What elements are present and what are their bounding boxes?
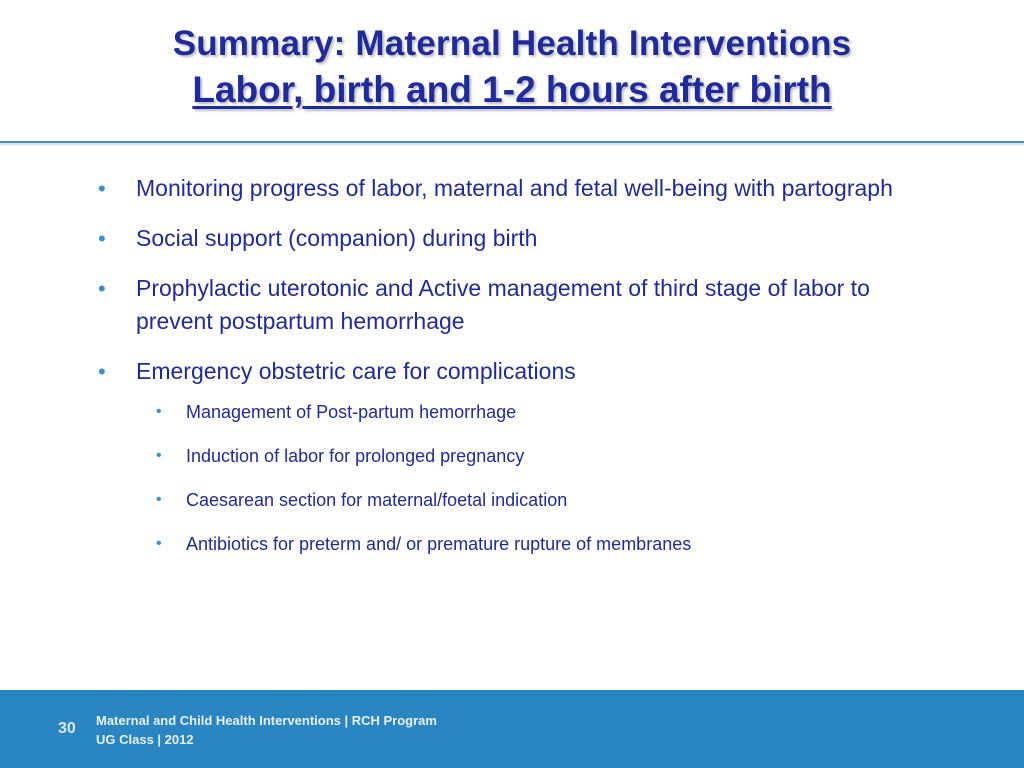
sub-bullet-text: Induction of labor for prolonged pregnancy <box>186 446 525 466</box>
bullet-list <box>98 172 928 556</box>
title-divider-shadow <box>0 143 1024 147</box>
bullet-item <box>98 355 928 556</box>
bullet-icon: • <box>98 226 106 251</box>
bullet-icon: • <box>98 359 106 384</box>
bullet-text: Monitoring progress of labor, maternal and fetal well-being with partograph <box>136 175 893 201</box>
bullet-item <box>98 272 928 338</box>
bullet-icon: • <box>98 276 106 301</box>
page-number: 30 <box>58 720 76 737</box>
sub-bullet-item <box>156 488 928 512</box>
bullet-icon: • <box>156 447 162 464</box>
slide-footer <box>0 690 1024 768</box>
footer-caption <box>96 711 437 749</box>
bullet-text: Prophylactic uterotonic and Active management of third stage of labor to prevent postpartum hemorrhage <box>136 275 870 334</box>
title-subtitle: Labor, birth and 1-2 hours after birth <box>192 69 832 110</box>
bullet-icon: • <box>156 403 162 420</box>
bullet-icon: • <box>98 176 106 201</box>
sub-bullet-text: Antibiotics for preterm and/ or premature rupture of membranes <box>186 534 692 554</box>
sub-bullet-list <box>136 400 928 556</box>
bullet-text: Social support (companion) during birth <box>136 225 538 251</box>
bullet-item <box>98 222 928 255</box>
slide-title <box>0 22 1024 114</box>
sub-bullet-item <box>156 532 928 556</box>
bullet-icon: • <box>156 491 162 508</box>
sub-bullet-item <box>156 444 928 468</box>
sub-bullet-text: Caesarean section for maternal/foetal indication <box>186 490 568 510</box>
sub-bullet-text: Management of Post-partum hemorrhage <box>186 402 517 422</box>
bullet-text: Emergency obstetric care for complications <box>136 358 576 384</box>
footer-class-year: UG Class | 2012 <box>96 732 194 747</box>
sub-bullet-item <box>156 400 928 424</box>
slide-content <box>98 172 928 576</box>
bullet-icon: • <box>156 535 162 552</box>
title-main: Summary: Maternal Health Interventions <box>172 24 852 63</box>
footer-course-title: Maternal and Child Health Interventions | RCH Program <box>96 713 437 728</box>
bullet-item <box>98 172 928 205</box>
